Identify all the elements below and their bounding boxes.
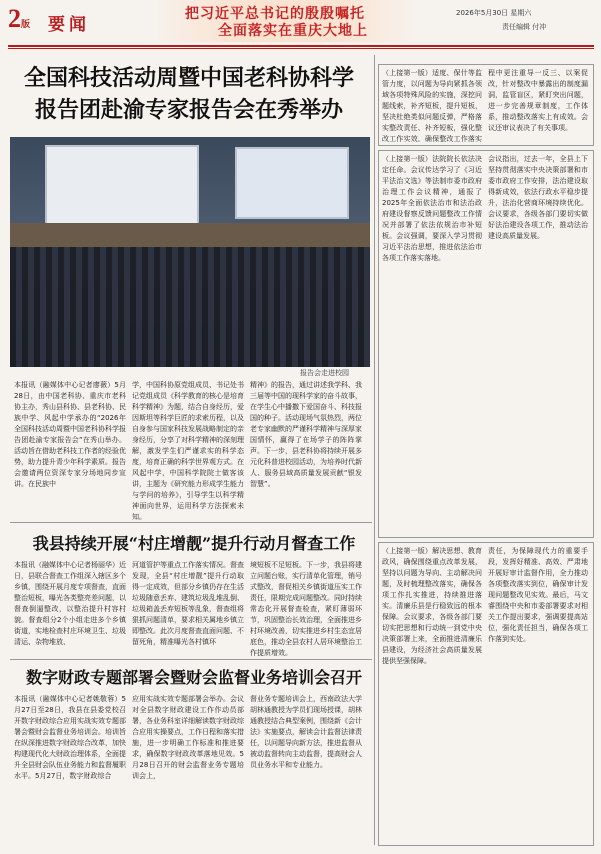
header-rule: [8, 45, 594, 47]
right-box3-col2: 责任，为保障现代力的重要手段，发挥好精准、高效、严肃地开展好审计监督作用，全力推动各项整改落实到位，确保审计发现问题整改见实效。最后，马文睿围绕中央和市委部署要求对相关工作提出要求，强调要提高站位，强化责任担当，确保各项工作落到实处。: [488, 547, 588, 643]
article1-col3: 精神》的报告，通过讲述我学科、我三届等中国的现科学家的奋斗故事，在学生心中播撒下爱国奋斗、科技报国的种子。活动现场气氛热烈，两位老专家幽默的严谨科学精神与深厚家国情怀，赢得了在场学子的阵阵掌声。下一步，县老科协将持续开展多元化科普进校园活动，为培养时代新人、服务县域高质量发展贡献“银发智慧”。: [250, 381, 362, 488]
headline-2: 我县持续开展“村庄增靓”提升行动月督查工作: [32, 534, 356, 553]
slogan-line1: 把习近平总书记的殷殷嘱托: [185, 6, 365, 22]
report-photo: [10, 137, 370, 367]
headline-1: [14, 62, 364, 126]
issue-date: 2026年5月30日 星期六: [456, 9, 532, 17]
article2-col1: 本报讯（融媒体中心记者杨丽华）近日，县联合督查工作组深入辖区多个乡镇，围绕开展月度专项督查，直面整治短板，曝光各类整亮差问题，以督查倒逼整改，以整治提升村容村貌。督查组分2个小组走进多个乡镇街道，实地检查村庄环境卫生、垃圾清运、杂物堆放、: [14, 561, 126, 646]
presentation-screen: [45, 145, 199, 227]
stage: [10, 223, 370, 249]
section-title: 要闻: [48, 15, 90, 35]
article3-col2: 应用实战实效专题部署会举办。会议对全县数字财政建设工作作动员部署，各业务科室详细解读数字财政综合应用实操要点，工作日程和落实措施，进一步明确工作标准和推进要求，确保数字财政改革落地见效。5月28日召开的财会监督业务专题培训会上，: [132, 695, 244, 780]
page-unit: 版: [21, 19, 31, 29]
headline-3: 数字财政专题部署会暨财会监督业务培训会召开: [25, 668, 362, 687]
audience: [10, 247, 370, 367]
divider: [10, 522, 372, 523]
slogan-line2: 全面落实在重庆大地上: [218, 23, 368, 39]
article2-col3: 境短板不足短板。下一步，我县将建立问题台账，实行清单化管理，销号式整改，督促相关乡镇街道压实工作责任，限期完成问题整改。同时持续常态化开展督查检查，紧盯薄弱环节，巩固整治长效治理，全面推进乡村环境改善，切实推进乡村生态宜居底色，推动全县农村人居环境整治工作提质增效。: [250, 561, 362, 657]
article3-col1: 本报讯（融媒体中心记者姚敬蓉）5月27日至28日，我县在县委党校召开数字财政综合应用实战实效专题部署会暨财会监督业务培训会。培训旨在纵深推进数字财政综合改革，加快构建现代化大财政治理体系，全面提升全县财会队伍业务能力和监督履职水平。5月27日，数字财政综合: [14, 695, 126, 780]
page-number: 2版: [8, 4, 31, 33]
right-box2-col1: （上接第一版）法院院长依法决定任命。会议传达学习了《习近平法治文选》等法制市委市政府治理工作会议精神，通报了2025年全面依法治市和法治政府建设督察反馈问题整改工作情况并部署了依法依规治市补短板。会议强调，要深入学习贯彻习近平法治思想，推进依法治市各项工作落实落地。: [382, 155, 482, 262]
headline-1-line1: 全国科技活动周暨中国老科协科学: [23, 65, 354, 91]
article1-col1: 本报讯（融媒体中心记者廖薇）5月28日，由中国老科协、重庆市老科协主办，秀山县科协、县老科协、民族中学、风起中学承办的“2026年全国科技活动周暨中国老科协科学报告团赴渝专家报告会”在秀山举办。活动旨在借助老科技工作者的经验优势，助力提升青少年科学素质。报告会邀请两位资深专家分场地同步宣讲。在民族中: [14, 381, 126, 488]
header-rule-thin: [8, 48, 594, 49]
right-box2-col2: 会议指出，过去一年，全县上下坚持贯彻落实中央决策部署和市委市政府工作安排，法治建设取得新成效，依法行政水平稳步提升，法治化营商环境持续优化。会议要求，各级各部门要切实做好法治建设各项工作，推动法治建设高质量发展。: [488, 155, 588, 240]
headline-1-line2: 报告团赴渝专家报告会在秀举办: [34, 97, 343, 123]
article1-col2: 学，中国科协原党组成员、书记处书记党组成员《科学教育的核心是培育科学精神》为题，结合自身经历，爱因斯坦等科学巨匠的求索历程，以及自身参与国家科技发展战略制定的亲身经历，分享了对科学精神的深刻理解，激发学生们严谨求实的科学态度，培育正确的科学世界观方式。在风起中学，中国科学院院士做客该讲，主题为《研究能力形成学生能力与学问的培养》，引导学生以科学精神面向世界，运用科学方法探索未知。: [132, 381, 244, 520]
school-logo-screen: [235, 147, 349, 219]
article3-col3: 督业务专题培训会上，西南政法大学胡林通教授为学员们现场授课，胡林通教授结合典型案例，围绕新《会计法》实施要点，解读会计监督法律责任，以问题导向新方法，推进监督从被动监督转向主动监督，提高财会人员业务水平和专业能力。: [250, 695, 362, 769]
right-box1-col1: （上接第一版）适度、保什等监管力度，以问题为导向紧抓各领域各项特殊风险的实施，深挖问题线索，补齐短板，提升短板，坚决杜绝类似问题反弹，严格落实整改责任、补齐短板，强化整改工作实效，确保整改工作落实: [382, 69, 482, 142]
column-divider: [374, 55, 375, 845]
article2-col2: 河道管护等重点工作落实情况。督查发现，全县“村庄增靓”提升行动取得一定成效，但部分乡镇仍存在生活垃圾随意丢弃、建筑垃圾乱堆乱倒、垃圾箱盖丢弃短板等乱象，督查组将狠抓问题清单，要求相关属地乡镇立即整改。此次月度督查直面问题、不留死角，精准曝光各村镇环: [132, 561, 244, 646]
right-box1-col2: 程中更注重导一反三、以案促改，针对整改中暴露出的制度漏洞，监管盲区，紧盯突出问题，进一步完善规章制度，工作体系，推动整改落实上有成效。会议还审议表决了有关事项。: [488, 69, 588, 132]
right-box3-col1: （上接第一版）解决思想、教育政风，确保围绕重点改革发展，坚持以问题为导向、主动解决问题，及时梳理整改落实，确保各项工作扎实推进，持续推进落实。清廉乐县是行稳致远的根本保障。会议要求，各级各部门要切实把思想和行动统一到党中央决策部署上来，全面推进清廉乐县建设，为经济社会高质量发展提供坚强保障。: [382, 547, 482, 665]
divider: [10, 659, 372, 660]
photo-caption: 报告会走进校园: [300, 369, 349, 377]
responsible-editor: 责任编辑 付冲: [502, 23, 547, 31]
